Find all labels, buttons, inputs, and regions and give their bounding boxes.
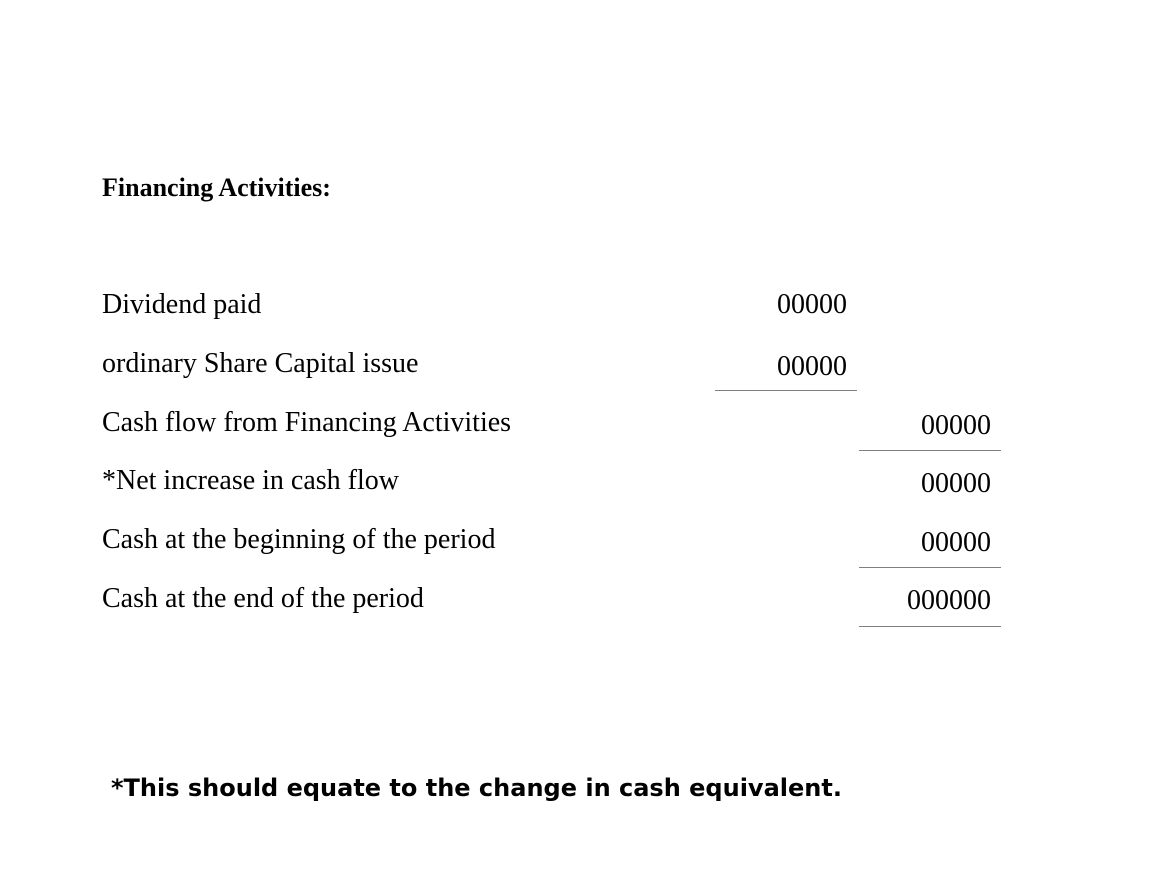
row-amount-cash-beginning: 00000 — [921, 527, 991, 558]
row-label-dividend-paid: Dividend paid — [102, 289, 262, 320]
footnote: *This should equate to the change in cash equivalent. — [111, 774, 842, 802]
total-rule — [859, 450, 1001, 451]
total-rule — [859, 626, 1001, 627]
row-amount-dividend-paid: 00000 — [777, 289, 847, 320]
row-amount-net-increase: 00000 — [921, 468, 991, 499]
row-label-cash-end: Cash at the end of the period — [102, 583, 424, 614]
row-label-cash-flow-financing: Cash flow from Financing Activities — [102, 407, 512, 438]
row-amount-share-capital-issue: 00000 — [777, 351, 847, 382]
row-amount-cash-flow-financing: 00000 — [921, 410, 991, 441]
row-label-share-capital-issue: ordinary Share Capital issue — [102, 348, 419, 379]
total-rule — [859, 567, 1001, 568]
row-label-cash-beginning: Cash at the beginning of the period — [102, 524, 496, 555]
subtotal-rule — [715, 390, 857, 391]
section-heading: Financing Activities: — [102, 173, 331, 202]
row-amount-cash-end: 000000 — [907, 585, 991, 616]
row-label-net-increase: *Net increase in cash flow — [102, 465, 399, 496]
